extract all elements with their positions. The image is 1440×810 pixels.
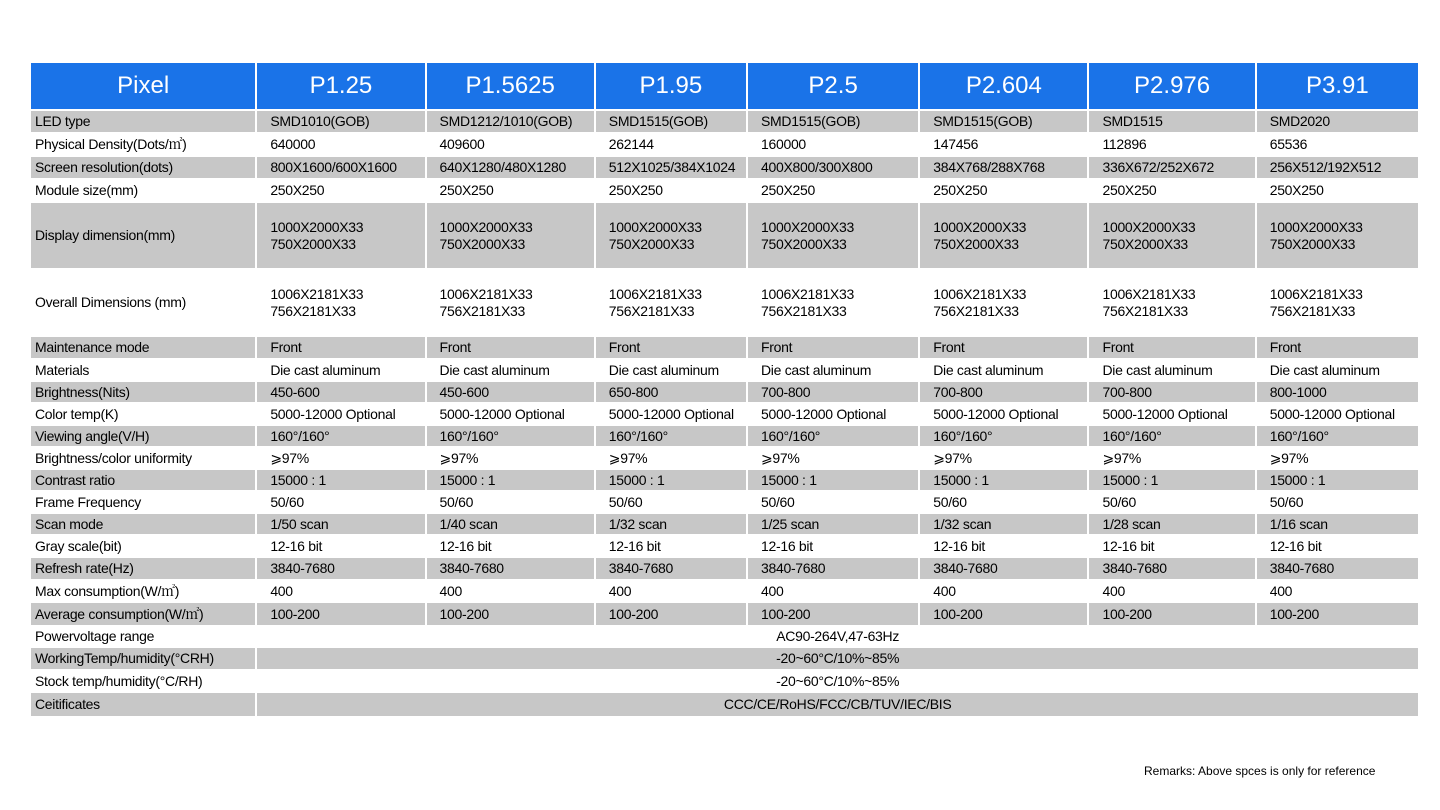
value-line: 1000X2000X33 bbox=[439, 218, 533, 235]
value-cell: 700-800 bbox=[1089, 380, 1254, 402]
value-cell: Die cast aluminum bbox=[596, 358, 746, 380]
value-cell: Front bbox=[257, 335, 424, 358]
value-line: 756X2181X33 bbox=[933, 302, 1019, 319]
value-cell: 700-800 bbox=[920, 380, 1087, 402]
value-cell: 12-16 bit bbox=[920, 534, 1087, 556]
value-line: 750X2000X33 bbox=[933, 235, 1019, 252]
value-cell: 5000-12000 Optional bbox=[920, 402, 1087, 424]
table-row bbox=[31, 132, 1418, 155]
value-cell bbox=[748, 268, 918, 335]
value-line: 750X2000X33 bbox=[608, 235, 695, 252]
value-cell: 1/50 scan bbox=[257, 512, 424, 534]
value-cell: 50/60 bbox=[748, 490, 918, 512]
value-cell bbox=[596, 201, 746, 268]
value-cell: 3840-7680 bbox=[257, 556, 424, 579]
merged-value-cell: -20~60°C/10%~85% bbox=[257, 669, 1418, 691]
value-cell: 450-600 bbox=[257, 380, 424, 402]
value-line: 750X2000X33 bbox=[1269, 235, 1356, 252]
value-cell: ⩾97% bbox=[427, 446, 594, 468]
row-label: Frame Frequency bbox=[31, 490, 255, 512]
value-cell: ⩾97% bbox=[1257, 446, 1418, 468]
table-row bbox=[31, 380, 1418, 402]
value-cell: 450-600 bbox=[427, 380, 594, 402]
value-cell: 100-200 bbox=[1089, 601, 1254, 625]
value-cell: 1/28 scan bbox=[1089, 512, 1254, 534]
row-label: Scan mode bbox=[31, 512, 255, 534]
value-line: 1006X2181X33 bbox=[933, 285, 1027, 302]
row-label: Max consumption(W/㎡) bbox=[31, 579, 255, 601]
value-line: 1006X2181X33 bbox=[761, 285, 854, 302]
row-label: Brightness(Nits) bbox=[31, 380, 255, 402]
value-cell: Front bbox=[427, 335, 594, 358]
row-label: Maintenance mode bbox=[31, 335, 255, 358]
value-cell: 400 bbox=[1089, 579, 1254, 601]
row-label: Stock temp/humidity(°C/RH) bbox=[31, 669, 255, 691]
value-cell: 50/60 bbox=[257, 490, 424, 512]
value-cell: 800-1000 bbox=[1257, 380, 1418, 402]
value-cell: 50/60 bbox=[920, 490, 1087, 512]
row-label: Display dimension(mm) bbox=[31, 201, 255, 268]
value-cell: 250X250 bbox=[920, 178, 1087, 201]
row-label: Powervoltage range bbox=[31, 625, 255, 646]
value-cell: 65536 bbox=[1257, 132, 1418, 155]
value-cell: 15000 : 1 bbox=[1089, 468, 1254, 490]
value-cell bbox=[427, 268, 594, 335]
value-line: 756X2181X33 bbox=[608, 302, 695, 319]
value-cell: 5000-12000 Optional bbox=[596, 402, 746, 424]
row-label: WorkingTemp/humidity(°CRH) bbox=[31, 646, 255, 669]
table-row bbox=[31, 579, 1418, 601]
value-cell: 160°/160° bbox=[1257, 424, 1418, 446]
value-cell: Front bbox=[920, 335, 1087, 358]
value-cell: 160°/160° bbox=[920, 424, 1087, 446]
value-cell: Die cast aluminum bbox=[748, 358, 918, 380]
row-label: Color temp(K) bbox=[31, 402, 255, 424]
table-row bbox=[31, 625, 1418, 646]
row-label: Module size(mm) bbox=[31, 178, 255, 201]
value-cell bbox=[1089, 201, 1254, 268]
value-cell: 3840-7680 bbox=[748, 556, 918, 579]
value-line: 1000X2000X33 bbox=[608, 218, 702, 235]
row-label: Ceitificates bbox=[31, 691, 255, 716]
merged-value-cell: CCC/CE/RoHS/FCC/CB/TUV/IEC/BIS bbox=[257, 691, 1418, 716]
value-cell: 3840-7680 bbox=[427, 556, 594, 579]
value-cell: SMD1515(GOB) bbox=[748, 111, 918, 132]
value-line: 1006X2181X33 bbox=[270, 285, 364, 302]
value-cell: 15000 : 1 bbox=[748, 468, 918, 490]
value-cell: 5000-12000 Optional bbox=[1257, 402, 1418, 424]
value-line: 1006X2181X33 bbox=[1102, 285, 1196, 302]
table-row bbox=[31, 512, 1418, 534]
value-line: 750X2000X33 bbox=[439, 235, 525, 252]
value-cell: 160°/160° bbox=[1089, 424, 1254, 446]
value-cell: 100-200 bbox=[596, 601, 746, 625]
header-row bbox=[31, 63, 1418, 111]
table-row bbox=[31, 358, 1418, 380]
value-cell: 400X800/300X800 bbox=[748, 155, 918, 178]
value-cell: 160°/160° bbox=[748, 424, 918, 446]
value-cell bbox=[1089, 268, 1254, 335]
row-label: Gray scale(bit) bbox=[31, 534, 255, 556]
value-line: 1000X2000X33 bbox=[761, 218, 854, 235]
value-cell: SMD2020 bbox=[1257, 111, 1418, 132]
value-cell: 15000 : 1 bbox=[920, 468, 1087, 490]
value-cell: 5000-12000 Optional bbox=[748, 402, 918, 424]
value-cell: Die cast aluminum bbox=[257, 358, 424, 380]
table-row bbox=[31, 534, 1418, 556]
row-label: LED type bbox=[31, 111, 255, 132]
value-cell: SMD1212/1010(GOB) bbox=[427, 111, 594, 132]
header-cell-pixel: Pixel bbox=[31, 63, 255, 111]
value-cell: 250X250 bbox=[257, 178, 424, 201]
value-line: 750X2000X33 bbox=[270, 235, 356, 252]
value-cell: 250X250 bbox=[596, 178, 746, 201]
row-label: Screen resolution(dots) bbox=[31, 155, 255, 178]
value-cell: 1/40 scan bbox=[427, 512, 594, 534]
value-cell: 800X1600/600X1600 bbox=[257, 155, 424, 178]
value-cell: 50/60 bbox=[1089, 490, 1254, 512]
value-line: 756X2181X33 bbox=[439, 302, 525, 319]
value-cell: ⩾97% bbox=[1089, 446, 1254, 468]
value-cell: 5000-12000 Optional bbox=[1089, 402, 1254, 424]
value-cell: 250X250 bbox=[427, 178, 594, 201]
value-cell: SMD1515(GOB) bbox=[596, 111, 746, 132]
value-cell: 336X672/252X672 bbox=[1089, 155, 1254, 178]
header-cell-p2-5: P2.5 bbox=[748, 63, 918, 111]
value-cell: 100-200 bbox=[257, 601, 424, 625]
value-cell: Die cast aluminum bbox=[1257, 358, 1418, 380]
value-cell: 15000 : 1 bbox=[427, 468, 594, 490]
value-cell: Front bbox=[596, 335, 746, 358]
value-cell: Die cast aluminum bbox=[427, 358, 594, 380]
value-cell: 1/16 scan bbox=[1257, 512, 1418, 534]
value-cell: 5000-12000 Optional bbox=[257, 402, 424, 424]
row-label: Physical Density(Dots/㎡) bbox=[31, 132, 255, 155]
value-cell: 3840-7680 bbox=[1089, 556, 1254, 579]
value-cell: 12-16 bit bbox=[257, 534, 424, 556]
value-cell: 1/25 scan bbox=[748, 512, 918, 534]
value-cell: 12-16 bit bbox=[596, 534, 746, 556]
value-cell bbox=[257, 201, 424, 268]
table-row bbox=[31, 201, 1418, 268]
header-cell-p1-5625: P1.5625 bbox=[427, 63, 594, 111]
value-cell: ⩾97% bbox=[596, 446, 746, 468]
header-cell-p3-91: P3.91 bbox=[1257, 63, 1418, 111]
value-cell bbox=[920, 268, 1087, 335]
value-cell: 112896 bbox=[1089, 132, 1254, 155]
value-cell: 160000 bbox=[748, 132, 918, 155]
table-row bbox=[31, 446, 1418, 468]
value-cell: 1/32 scan bbox=[920, 512, 1087, 534]
table-row bbox=[31, 691, 1418, 716]
value-cell: 384X768/288X768 bbox=[920, 155, 1087, 178]
value-cell: 250X250 bbox=[748, 178, 918, 201]
value-line: 1006X2181X33 bbox=[439, 285, 533, 302]
spec-body bbox=[31, 111, 1418, 716]
value-cell: 400 bbox=[596, 579, 746, 601]
table-row bbox=[31, 155, 1418, 178]
value-line: 1000X2000X33 bbox=[933, 218, 1027, 235]
value-cell: 250X250 bbox=[1257, 178, 1418, 201]
row-label: Materials bbox=[31, 358, 255, 380]
value-cell: 3840-7680 bbox=[920, 556, 1087, 579]
row-label: Viewing angle(V/H) bbox=[31, 424, 255, 446]
value-cell: 650-800 bbox=[596, 380, 746, 402]
value-line: 1000X2000X33 bbox=[1269, 218, 1363, 235]
header-cell-p2-604: P2.604 bbox=[920, 63, 1087, 111]
value-cell: Front bbox=[748, 335, 918, 358]
value-cell: 400 bbox=[748, 579, 918, 601]
value-cell bbox=[920, 201, 1087, 268]
table-row bbox=[31, 178, 1418, 201]
value-line: 750X2000X33 bbox=[1102, 235, 1188, 252]
value-cell: 12-16 bit bbox=[1089, 534, 1254, 556]
value-cell: SMD1515 bbox=[1089, 111, 1254, 132]
value-line: 1000X2000X33 bbox=[1102, 218, 1196, 235]
value-cell: ⩾97% bbox=[257, 446, 424, 468]
value-cell: 50/60 bbox=[427, 490, 594, 512]
value-cell: 50/60 bbox=[596, 490, 746, 512]
value-cell: 15000 : 1 bbox=[1257, 468, 1418, 490]
value-cell: ⩾97% bbox=[920, 446, 1087, 468]
value-cell: ⩾97% bbox=[748, 446, 918, 468]
value-cell: 3840-7680 bbox=[1257, 556, 1418, 579]
value-cell: 250X250 bbox=[1089, 178, 1254, 201]
value-cell: 100-200 bbox=[1257, 601, 1418, 625]
value-cell: 512X1025/384X1024 bbox=[596, 155, 746, 178]
table-row bbox=[31, 669, 1418, 691]
row-label: Brightness/color uniformity bbox=[31, 446, 255, 468]
value-cell bbox=[1257, 201, 1418, 268]
header-cell-p2-976: P2.976 bbox=[1089, 63, 1254, 111]
value-cell: SMD1515(GOB) bbox=[920, 111, 1087, 132]
value-cell: 160°/160° bbox=[596, 424, 746, 446]
value-cell: 3840-7680 bbox=[596, 556, 746, 579]
value-cell: 256X512/192X512 bbox=[1257, 155, 1418, 178]
value-line: 756X2181X33 bbox=[270, 302, 356, 319]
value-cell: 262144 bbox=[596, 132, 746, 155]
value-line: 1006X2181X33 bbox=[1269, 285, 1363, 302]
value-cell: 700-800 bbox=[748, 380, 918, 402]
value-cell bbox=[596, 268, 746, 335]
value-line: 756X2181X33 bbox=[1269, 302, 1356, 319]
table-row bbox=[31, 402, 1418, 424]
value-cell: 640X1280/480X1280 bbox=[427, 155, 594, 178]
value-cell: 12-16 bit bbox=[748, 534, 918, 556]
value-cell: 400 bbox=[920, 579, 1087, 601]
row-label: Contrast ratio bbox=[31, 468, 255, 490]
value-line: 750X2000X33 bbox=[761, 235, 847, 252]
merged-value-cell: -20~60°C/10%~85% bbox=[257, 646, 1418, 669]
value-cell: 15000 : 1 bbox=[257, 468, 424, 490]
value-cell: 409600 bbox=[427, 132, 594, 155]
row-label: Overall Dimensions (mm) bbox=[31, 268, 255, 335]
table-row bbox=[31, 556, 1418, 579]
table-row bbox=[31, 268, 1418, 335]
header-cell-p1-95: P1.95 bbox=[596, 63, 746, 111]
row-label: Refresh rate(Hz) bbox=[31, 556, 255, 579]
value-cell: Die cast aluminum bbox=[1089, 358, 1254, 380]
value-cell: 160°/160° bbox=[257, 424, 424, 446]
table-row bbox=[31, 335, 1418, 358]
value-cell bbox=[427, 201, 594, 268]
value-cell bbox=[1257, 268, 1418, 335]
value-cell bbox=[748, 201, 918, 268]
value-cell: 100-200 bbox=[748, 601, 918, 625]
value-cell: Die cast aluminum bbox=[920, 358, 1087, 380]
spec-table bbox=[29, 63, 1420, 716]
value-cell: 12-16 bit bbox=[1257, 534, 1418, 556]
table-row bbox=[31, 111, 1418, 132]
table-row bbox=[31, 601, 1418, 625]
value-line: 756X2181X33 bbox=[761, 302, 847, 319]
value-cell bbox=[257, 268, 424, 335]
value-cell: 160°/160° bbox=[427, 424, 594, 446]
table-row bbox=[31, 468, 1418, 490]
table-row bbox=[31, 490, 1418, 512]
row-label: Average consumption(W/㎡) bbox=[31, 601, 255, 625]
value-cell: Front bbox=[1257, 335, 1418, 358]
header-cell-p1-25: P1.25 bbox=[257, 63, 424, 111]
value-cell: Front bbox=[1089, 335, 1254, 358]
value-line: 1006X2181X33 bbox=[608, 285, 702, 302]
value-cell: 50/60 bbox=[1257, 490, 1418, 512]
value-line: 756X2181X33 bbox=[1102, 302, 1188, 319]
value-cell: 12-16 bit bbox=[427, 534, 594, 556]
value-cell: 5000-12000 Optional bbox=[427, 402, 594, 424]
value-cell: 100-200 bbox=[427, 601, 594, 625]
value-cell: 400 bbox=[1257, 579, 1418, 601]
value-line: 1000X2000X33 bbox=[270, 218, 364, 235]
value-cell: 147456 bbox=[920, 132, 1087, 155]
table-row bbox=[31, 646, 1418, 669]
merged-value-cell: AC90-264V,47-63Hz bbox=[257, 625, 1418, 646]
value-cell: 1/32 scan bbox=[596, 512, 746, 534]
table-row bbox=[31, 424, 1418, 446]
value-cell: 640000 bbox=[257, 132, 424, 155]
remarks-note: Remarks: Above spces is only for reference bbox=[1144, 764, 1376, 778]
value-cell: 400 bbox=[257, 579, 424, 601]
value-cell: SMD1010(GOB) bbox=[257, 111, 424, 132]
value-cell: 400 bbox=[427, 579, 594, 601]
value-cell: 15000 : 1 bbox=[596, 468, 746, 490]
value-cell: 100-200 bbox=[920, 601, 1087, 625]
